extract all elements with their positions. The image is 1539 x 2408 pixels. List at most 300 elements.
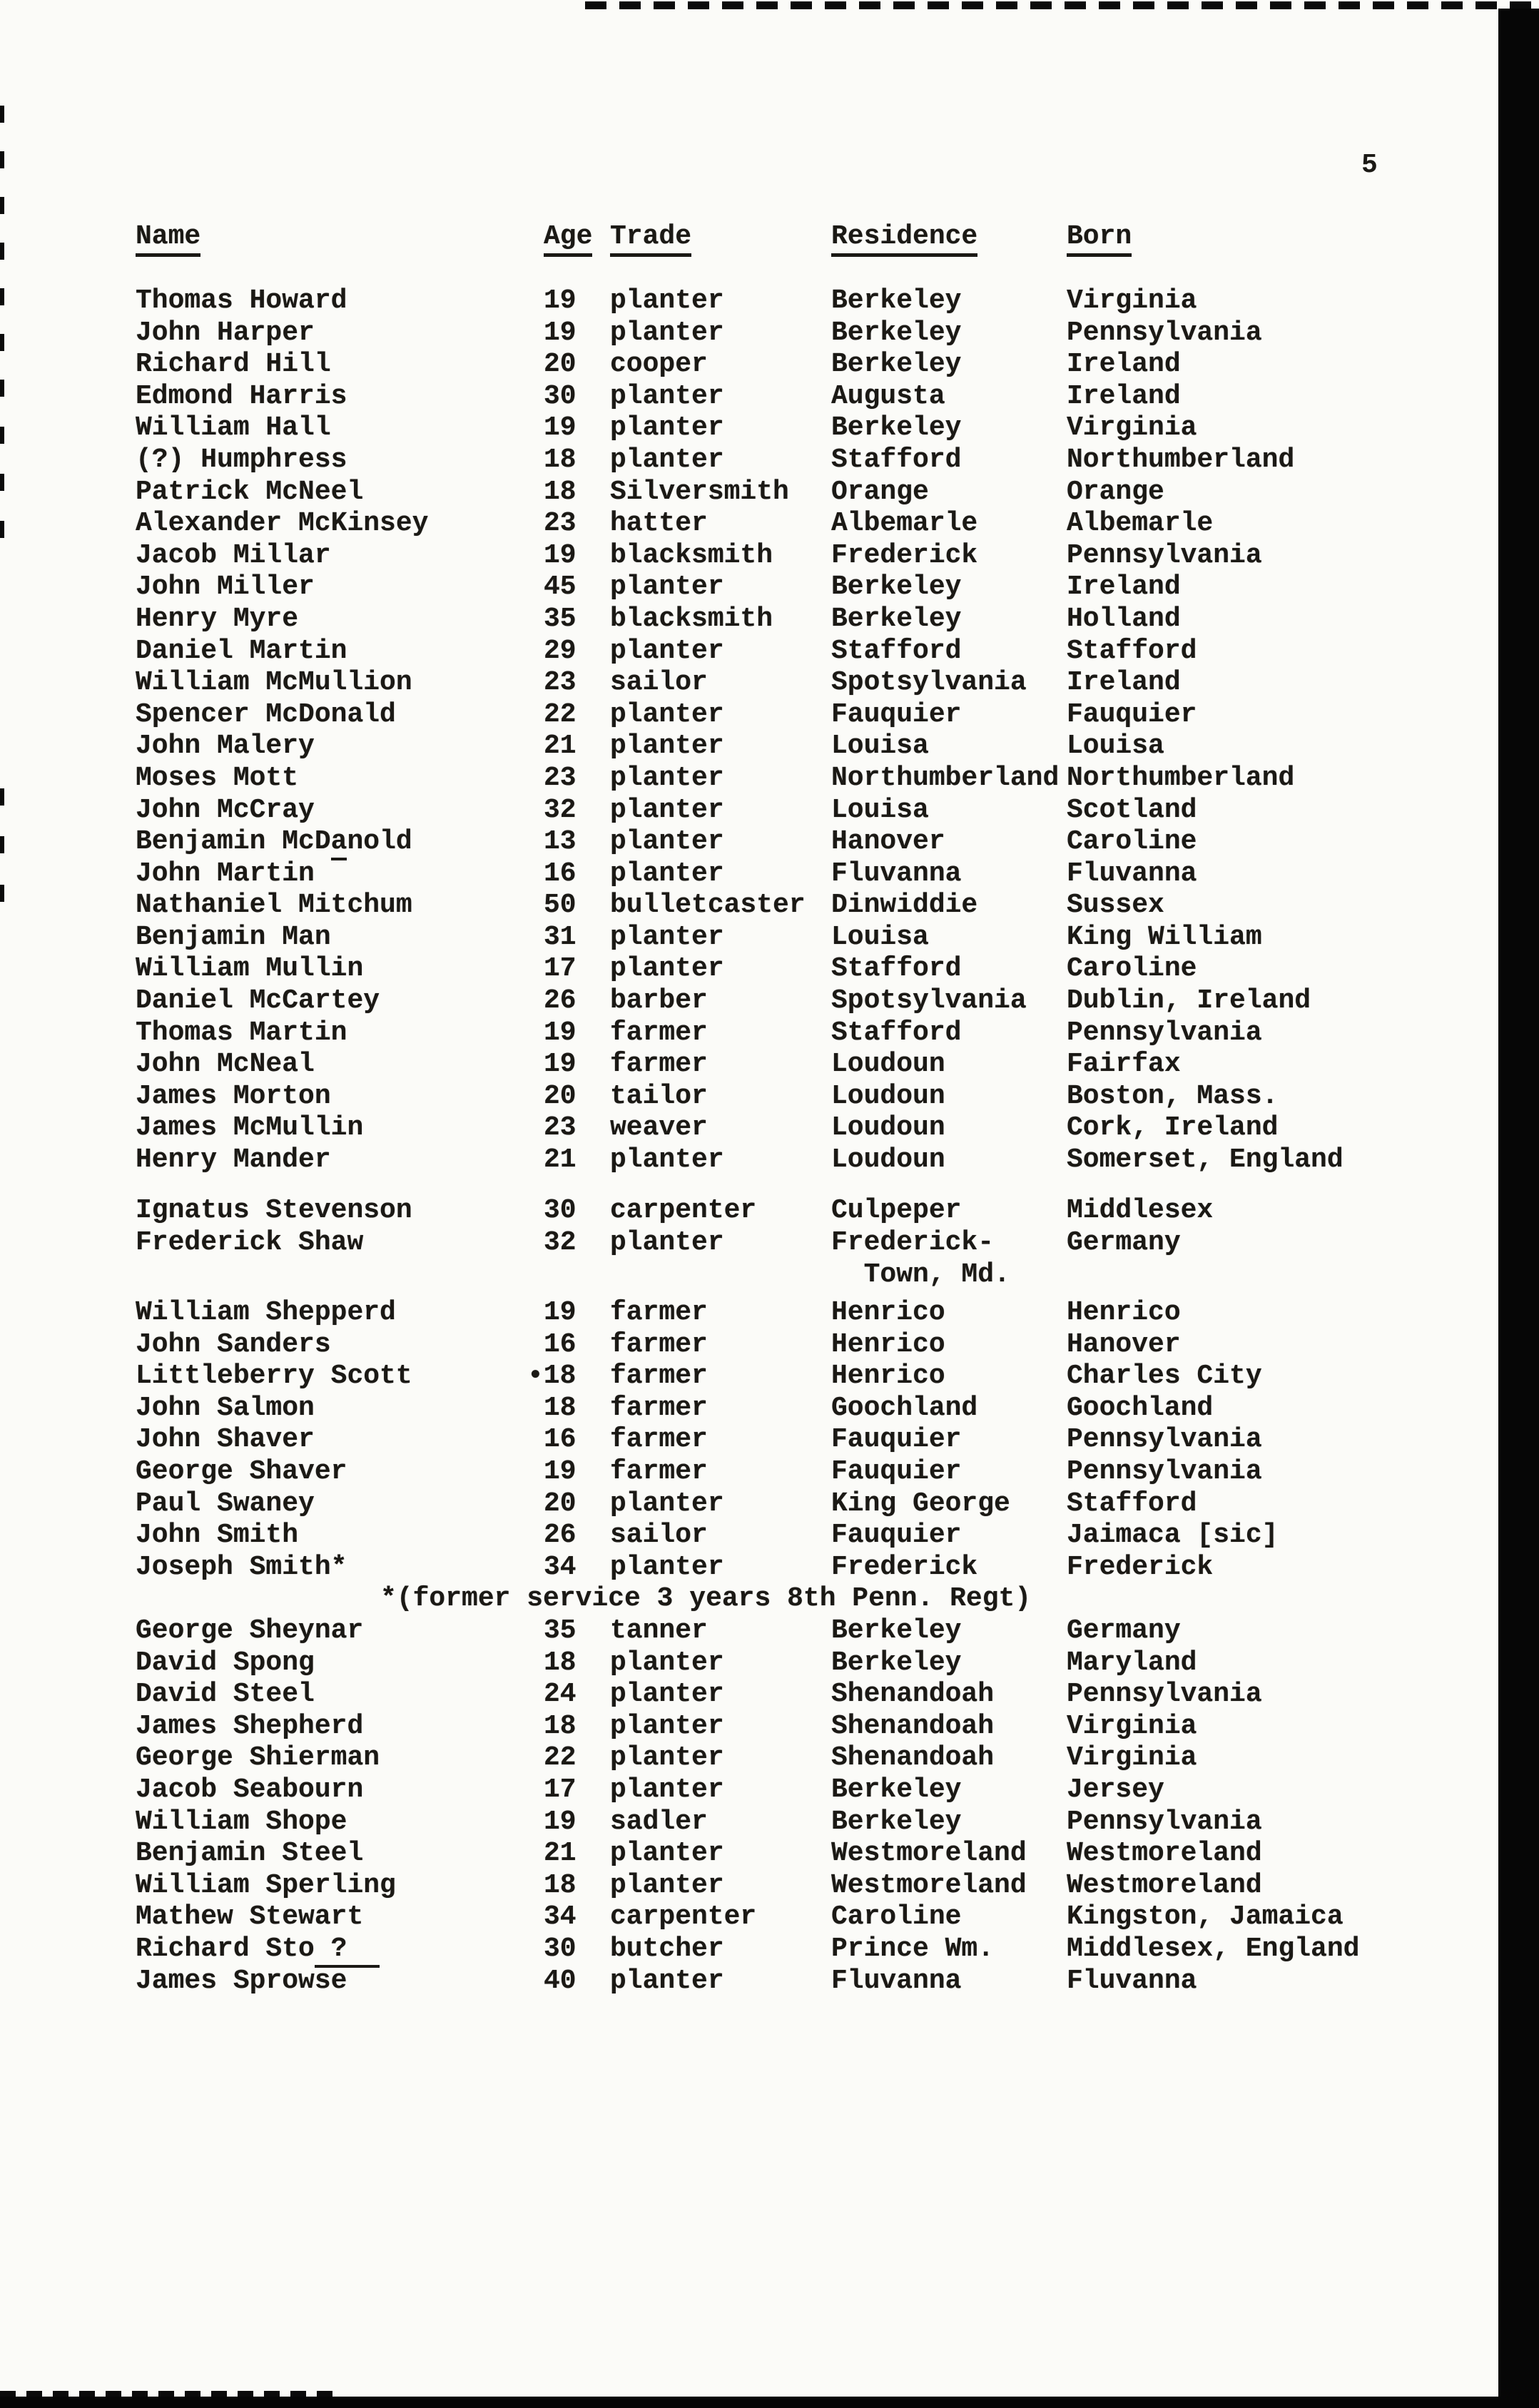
born-cell: Middlesex, England bbox=[1067, 1933, 1360, 1964]
born-cell: Holland bbox=[1067, 603, 1181, 634]
age-cell: 23 bbox=[544, 1112, 577, 1144]
column-header-residence: Residence bbox=[831, 223, 1067, 257]
table-row bbox=[136, 1647, 1477, 1680]
born-cell: Albemarle bbox=[1067, 508, 1214, 539]
age-cell: 19 bbox=[544, 1806, 577, 1837]
trade-cell: bulletcaster bbox=[610, 890, 806, 921]
born-cell: Ireland bbox=[1067, 571, 1181, 603]
name-cell: Littleberry Scott bbox=[136, 1361, 412, 1392]
age-cell: 32 bbox=[544, 794, 577, 825]
born-cell: Boston, Mass. bbox=[1067, 1080, 1279, 1112]
born-cell: Virginia bbox=[1067, 412, 1197, 444]
table-row bbox=[136, 412, 1477, 444]
born-cell: Cork, Ireland bbox=[1067, 1112, 1279, 1144]
table-row bbox=[136, 890, 1477, 922]
name-cell: Patrick McNeel bbox=[136, 476, 364, 507]
residence-cell: Spotsylvania bbox=[831, 985, 1027, 1017]
age-cell: 19 bbox=[544, 1017, 577, 1048]
name-cell: Thomas Howard bbox=[136, 285, 347, 316]
age-cell: 19 bbox=[544, 1297, 577, 1329]
age-cell: 20 bbox=[544, 1080, 577, 1112]
born-cell: Jaimaca [sic] bbox=[1067, 1520, 1279, 1551]
residence-cell: Fauquier bbox=[831, 1520, 962, 1551]
trade-cell: planter bbox=[610, 380, 724, 412]
residence-cell: Berkeley bbox=[831, 285, 962, 316]
age-cell: 19 bbox=[544, 1049, 577, 1080]
residence-cell: King George bbox=[831, 1488, 1010, 1519]
born-cell: Pennsylvania bbox=[1067, 1456, 1262, 1488]
age-cell: •18 bbox=[527, 1361, 577, 1392]
trade-cell: planter bbox=[610, 1869, 724, 1901]
residence-cell: Loudoun bbox=[831, 1080, 945, 1112]
age-cell: 17 bbox=[544, 1774, 577, 1805]
residence-cell: Augusta bbox=[831, 380, 945, 412]
name-cell: Daniel McCartey bbox=[136, 985, 380, 1017]
table-row bbox=[136, 826, 1477, 858]
name-cell: John Miller bbox=[136, 571, 315, 603]
residence-cell: Westmoreland bbox=[831, 1838, 1027, 1869]
residence-cell: Shenandoah bbox=[831, 1710, 995, 1742]
born-cell: Westmoreland bbox=[1067, 1869, 1262, 1901]
residence-cell: Loudoun bbox=[831, 1112, 945, 1144]
residence-cell: Berkeley bbox=[831, 1806, 962, 1837]
table-row bbox=[136, 763, 1477, 795]
name-cell: John Salmon bbox=[136, 1392, 315, 1423]
residence-cell: Berkeley bbox=[831, 1615, 962, 1646]
table-row bbox=[136, 1017, 1477, 1050]
name-cell: David Steel bbox=[136, 1679, 315, 1710]
born-cell: Jersey bbox=[1067, 1774, 1164, 1805]
trade-cell: planter bbox=[610, 698, 724, 730]
age-cell bbox=[544, 1259, 610, 1291]
born-cell: Westmoreland bbox=[1067, 1838, 1262, 1869]
table-row bbox=[136, 1552, 1477, 1584]
trade-cell: planter bbox=[610, 826, 724, 858]
trade-cell: farmer bbox=[610, 1297, 708, 1329]
age-cell: 34 bbox=[544, 1551, 577, 1583]
age-cell: 22 bbox=[544, 1742, 577, 1774]
born-cell: Stafford bbox=[1067, 1488, 1197, 1519]
trade-cell: farmer bbox=[610, 1361, 708, 1392]
residence-cell: Fluvanna bbox=[831, 858, 962, 889]
table-row bbox=[136, 1227, 1477, 1259]
born-cell: Northumberland bbox=[1067, 762, 1295, 793]
born-cell: Virginia bbox=[1067, 1710, 1197, 1742]
name-cell: Richard Sto ? bbox=[136, 1934, 544, 1966]
born-cell: Goochland bbox=[1067, 1392, 1214, 1423]
trade-cell: planter bbox=[610, 1144, 724, 1176]
age-cell: 16 bbox=[544, 1329, 577, 1360]
born-cell: Pennsylvania bbox=[1067, 1424, 1262, 1456]
age-cell: 19 bbox=[544, 412, 577, 444]
name-cell: Ignatus Stevenson bbox=[136, 1195, 412, 1226]
name-cell: Benjamin Man bbox=[136, 921, 331, 952]
name-cell: James Sprowse bbox=[136, 1965, 347, 1996]
name-cell: John Smith bbox=[136, 1520, 299, 1551]
residence-cell: Caroline bbox=[831, 1901, 962, 1933]
residence-cell: Berkeley bbox=[831, 317, 962, 348]
born-cell: Fluvanna bbox=[1067, 1965, 1197, 1996]
trade-cell: planter bbox=[610, 1647, 724, 1678]
born-cell: Maryland bbox=[1067, 1647, 1197, 1678]
trade-cell: carpenter bbox=[610, 1195, 757, 1226]
age-cell: 20 bbox=[544, 349, 577, 380]
table-row bbox=[136, 1679, 1477, 1711]
trade-cell: sadler bbox=[610, 1806, 708, 1837]
table-row bbox=[136, 1259, 1477, 1291]
trade-cell: planter bbox=[610, 731, 724, 762]
age-cell: 30 bbox=[544, 1933, 577, 1964]
age-cell: 19 bbox=[544, 539, 577, 571]
born-cell: Henrico bbox=[1067, 1297, 1181, 1329]
residence-cell: Frederick bbox=[831, 1551, 978, 1583]
name-cell: George Shaver bbox=[136, 1456, 347, 1488]
residence-cell: Louisa bbox=[831, 794, 929, 825]
table-row bbox=[136, 1049, 1477, 1081]
born-cell: Pennsylvania bbox=[1067, 1806, 1262, 1837]
residence-cell: Fauquier bbox=[831, 698, 962, 730]
residence-cell: Town, Md. bbox=[831, 1259, 1010, 1290]
age-cell: 19 bbox=[544, 317, 577, 348]
table-row bbox=[136, 349, 1477, 381]
residence-cell: Stafford bbox=[831, 953, 962, 985]
trade-cell: hatter bbox=[610, 508, 708, 539]
table-row bbox=[136, 858, 1477, 890]
trade-cell: planter bbox=[610, 1551, 724, 1583]
trade-cell: planter bbox=[610, 1742, 724, 1774]
born-cell: Pennsylvania bbox=[1067, 539, 1262, 571]
residence-cell: Henrico bbox=[831, 1361, 945, 1392]
born-cell: Virginia bbox=[1067, 1742, 1197, 1774]
name-cell: David Spong bbox=[136, 1647, 315, 1678]
name-cell: Alexander McKinsey bbox=[136, 508, 429, 539]
table-row bbox=[136, 508, 1477, 540]
name-cell: Jacob Seabourn bbox=[136, 1774, 364, 1805]
born-cell: Virginia bbox=[1067, 285, 1197, 316]
name-cell: John Shaver bbox=[136, 1424, 315, 1456]
name-cell: William Hall bbox=[136, 412, 331, 444]
name-cell: James McMullin bbox=[136, 1112, 364, 1144]
name-cell: George Shierman bbox=[136, 1742, 380, 1774]
born-cell: Louisa bbox=[1067, 731, 1164, 762]
name-cell: James Morton bbox=[136, 1080, 331, 1112]
age-cell: 31 bbox=[544, 921, 577, 952]
residence-cell: Stafford bbox=[831, 1017, 962, 1048]
table-row bbox=[136, 1393, 1477, 1425]
table-row bbox=[136, 1424, 1477, 1456]
trade-cell: planter bbox=[610, 953, 724, 985]
table-row bbox=[136, 1870, 1477, 1902]
age-cell: 18 bbox=[544, 476, 577, 507]
born-cell: Stafford bbox=[1067, 635, 1197, 666]
trade-cell: farmer bbox=[610, 1456, 708, 1488]
residence-cell: Loudoun bbox=[831, 1144, 945, 1176]
table-row bbox=[136, 1966, 1477, 1998]
trade-cell: tanner bbox=[610, 1615, 708, 1646]
column-header-born: Born bbox=[1067, 223, 1477, 257]
residence-cell: Northumberland bbox=[831, 762, 1060, 793]
name-cell: John Martin bbox=[136, 858, 315, 889]
table-row bbox=[136, 477, 1477, 509]
table-rows bbox=[136, 285, 1477, 1997]
trade-cell: planter bbox=[610, 571, 724, 603]
residence-cell: Henrico bbox=[831, 1329, 945, 1360]
trade-cell: planter bbox=[610, 412, 724, 444]
age-cell: 21 bbox=[544, 1144, 577, 1176]
column-header-name: Name bbox=[136, 223, 544, 257]
trade-cell: planter bbox=[610, 1965, 724, 1996]
residence-cell: Fluvanna bbox=[831, 1965, 962, 1996]
residence-cell: Louisa bbox=[831, 921, 929, 952]
scan-edge-dashes-top bbox=[585, 1, 1539, 9]
name-cell: Mathew Stewart bbox=[136, 1901, 364, 1933]
trade-cell: planter bbox=[610, 794, 724, 825]
name-cell: Thomas Martin bbox=[136, 1017, 347, 1048]
trade-cell: planter bbox=[610, 762, 724, 793]
table-row bbox=[136, 1934, 1477, 1966]
table-row bbox=[136, 1361, 1477, 1393]
residence-cell: Albemarle bbox=[831, 508, 978, 539]
trade-cell: planter bbox=[610, 1226, 724, 1258]
trade-cell: planter bbox=[610, 858, 724, 889]
trade-cell: planter bbox=[610, 285, 724, 316]
trade-cell: butcher bbox=[610, 1933, 724, 1964]
table-row bbox=[136, 1081, 1477, 1113]
born-cell: Fairfax bbox=[1067, 1049, 1181, 1080]
born-cell: King William bbox=[1067, 921, 1262, 952]
residence-cell: Shenandoah bbox=[831, 1742, 995, 1774]
name-cell: John Harper bbox=[136, 317, 315, 348]
table-row bbox=[136, 1297, 1477, 1329]
name-cell: William Shope bbox=[136, 1806, 347, 1837]
table-row bbox=[136, 571, 1477, 604]
table-row bbox=[136, 540, 1477, 572]
age-cell: 18 bbox=[544, 1392, 577, 1423]
residence-cell: Stafford bbox=[831, 635, 962, 666]
table-row bbox=[136, 1488, 1477, 1520]
name-cell: Nathaniel Mitchum bbox=[136, 890, 412, 921]
residence-cell: Louisa bbox=[831, 731, 929, 762]
trade-cell: barber bbox=[610, 985, 708, 1017]
residence-cell: Fauquier bbox=[831, 1424, 962, 1456]
age-cell: 29 bbox=[544, 635, 577, 666]
trade-cell: farmer bbox=[610, 1329, 708, 1360]
born-cell: Pennsylvania bbox=[1067, 1017, 1262, 1048]
table-row bbox=[136, 922, 1477, 954]
trade-cell: sailor bbox=[610, 1520, 708, 1551]
trade-cell: cooper bbox=[610, 349, 708, 380]
residence-cell: Berkeley bbox=[831, 1774, 962, 1805]
trade-cell: weaver bbox=[610, 1112, 708, 1144]
trade-cell: planter bbox=[610, 1774, 724, 1805]
table-row bbox=[136, 985, 1477, 1017]
residence-cell: Culpeper bbox=[831, 1195, 962, 1226]
born-cell: Fluvanna bbox=[1067, 858, 1197, 889]
trade-cell: Silversmith bbox=[610, 476, 789, 507]
born-cell: Ireland bbox=[1067, 380, 1181, 412]
born-cell: Frederick bbox=[1067, 1551, 1214, 1583]
table-row bbox=[136, 444, 1477, 477]
name-cell: (?) Humphress bbox=[136, 444, 347, 475]
born-cell: Hanover bbox=[1067, 1329, 1181, 1360]
table-row bbox=[136, 1144, 1477, 1177]
name-cell: William Shepperd bbox=[136, 1297, 396, 1329]
trade-cell: carpenter bbox=[610, 1901, 757, 1933]
born-cell: Charles City bbox=[1067, 1361, 1262, 1392]
residence-cell: Prince Wm. bbox=[831, 1933, 995, 1964]
age-cell: 21 bbox=[544, 1838, 577, 1869]
table-row bbox=[136, 317, 1477, 350]
born-cell: Dublin, Ireland bbox=[1067, 985, 1311, 1017]
age-cell: 18 bbox=[544, 444, 577, 475]
table-row bbox=[136, 1807, 1477, 1839]
residence-cell: Dinwiddie bbox=[831, 890, 978, 921]
name-cell: George Sheynar bbox=[136, 1615, 364, 1646]
age-cell: 30 bbox=[544, 380, 577, 412]
name-cell: John McNeal bbox=[136, 1049, 315, 1080]
born-cell: Ireland bbox=[1067, 667, 1181, 698]
trade-cell bbox=[610, 1259, 831, 1291]
name-cell: Edmond Harris bbox=[136, 380, 347, 412]
residence-cell: Frederick bbox=[831, 539, 978, 571]
table-header-row bbox=[136, 223, 1477, 257]
name-cell: Richard Hill bbox=[136, 349, 331, 380]
age-cell: 16 bbox=[544, 1424, 577, 1456]
born-cell: Scotland bbox=[1067, 794, 1197, 825]
name-cell: Benjamin McDanold bbox=[136, 826, 544, 858]
age-cell: 50 bbox=[544, 890, 577, 921]
name-cell: Paul Swaney bbox=[136, 1488, 315, 1519]
table-row bbox=[136, 795, 1477, 827]
footnote-text: *(former service 3 years 8th Penn. Regt) bbox=[380, 1583, 1032, 1615]
trade-cell: blacksmith bbox=[610, 603, 773, 634]
residence-cell: Spotsylvania bbox=[831, 667, 1027, 698]
born-cell: Ireland bbox=[1067, 349, 1181, 380]
name-cell: James Shepherd bbox=[136, 1710, 364, 1742]
age-cell: 23 bbox=[544, 508, 577, 539]
table-row bbox=[136, 953, 1477, 985]
table-row bbox=[136, 1112, 1477, 1144]
residence-cell: Berkeley bbox=[831, 603, 962, 634]
name-cell: William Mullin bbox=[136, 953, 364, 985]
born-cell: Germany bbox=[1067, 1615, 1181, 1646]
trade-cell: planter bbox=[610, 1710, 724, 1742]
column-header-age: Age bbox=[544, 223, 610, 257]
residence-cell: Berkeley bbox=[831, 571, 962, 603]
residence-cell: Berkeley bbox=[831, 1647, 962, 1678]
muster-roll-table bbox=[136, 223, 1477, 1997]
age-cell: 30 bbox=[544, 1195, 577, 1226]
table-row bbox=[136, 381, 1477, 413]
trade-cell: farmer bbox=[610, 1017, 708, 1048]
name-cell: Henry Myre bbox=[136, 603, 299, 634]
trade-cell: planter bbox=[610, 921, 724, 952]
scan-edge-band-right bbox=[1498, 9, 1539, 2408]
trade-cell: farmer bbox=[610, 1049, 708, 1080]
residence-cell: Shenandoah bbox=[831, 1679, 995, 1710]
trade-cell: tailor bbox=[610, 1080, 708, 1112]
age-cell: 34 bbox=[544, 1901, 577, 1933]
name-cell: Jacob Millar bbox=[136, 539, 331, 571]
age-cell: 23 bbox=[544, 667, 577, 698]
trade-cell: planter bbox=[610, 1679, 724, 1710]
name-cell: Joseph Smith* bbox=[136, 1551, 347, 1583]
residence-cell: Berkeley bbox=[831, 349, 962, 380]
residence-cell: Orange bbox=[831, 476, 929, 507]
age-cell: 24 bbox=[544, 1679, 577, 1710]
born-cell: Northumberland bbox=[1067, 444, 1295, 475]
table-row bbox=[136, 1520, 1477, 1552]
born-cell: Orange bbox=[1067, 476, 1164, 507]
name-cell: Moses Mott bbox=[136, 762, 299, 793]
age-cell: 35 bbox=[544, 603, 577, 634]
table-row bbox=[136, 699, 1477, 731]
table-row bbox=[136, 1615, 1477, 1647]
age-cell: 22 bbox=[544, 698, 577, 730]
name-cell bbox=[136, 1259, 544, 1291]
born-cell: Pennsylvania bbox=[1067, 317, 1262, 348]
age-cell: 23 bbox=[544, 762, 577, 793]
residence-cell: Hanover bbox=[831, 826, 945, 858]
born-cell: Somerset, England bbox=[1067, 1144, 1344, 1176]
age-cell: 26 bbox=[544, 985, 577, 1017]
age-cell: 26 bbox=[544, 1520, 577, 1551]
born-cell bbox=[1067, 1259, 1477, 1291]
residence-cell: Berkeley bbox=[831, 412, 962, 444]
footnote-row bbox=[136, 1583, 1477, 1615]
age-cell: 32 bbox=[544, 1226, 577, 1258]
name-cell: William McMullion bbox=[136, 667, 412, 698]
age-cell: 16 bbox=[544, 858, 577, 889]
name-cell: Daniel Martin bbox=[136, 635, 347, 666]
table-row bbox=[136, 1838, 1477, 1870]
table-row bbox=[136, 1711, 1477, 1743]
age-cell: 21 bbox=[544, 731, 577, 762]
table-row bbox=[136, 667, 1477, 699]
page-number: 5 bbox=[1361, 150, 1378, 181]
age-cell: 18 bbox=[544, 1710, 577, 1742]
table-row bbox=[136, 1901, 1477, 1934]
table-row bbox=[136, 731, 1477, 763]
name-cell: John Malery bbox=[136, 731, 315, 762]
trade-cell: planter bbox=[610, 317, 724, 348]
born-cell: Pennsylvania bbox=[1067, 1679, 1262, 1710]
born-cell: Middlesex bbox=[1067, 1195, 1214, 1226]
name-cell: Benjamin Steel bbox=[136, 1838, 364, 1869]
table-row bbox=[136, 1195, 1477, 1227]
born-cell: Caroline bbox=[1067, 826, 1197, 858]
age-cell: 18 bbox=[544, 1869, 577, 1901]
age-cell: 17 bbox=[544, 953, 577, 985]
trade-cell: planter bbox=[610, 1838, 724, 1869]
age-cell: 45 bbox=[544, 571, 577, 603]
name-cell: Spencer McDonald bbox=[136, 698, 396, 730]
column-header-trade: Trade bbox=[610, 223, 831, 257]
age-cell: 19 bbox=[544, 1456, 577, 1488]
age-cell: 40 bbox=[544, 1965, 577, 1996]
trade-cell: planter bbox=[610, 444, 724, 475]
trade-cell: planter bbox=[610, 635, 724, 666]
table-row bbox=[136, 285, 1477, 317]
residence-cell: Fauquier bbox=[831, 1456, 962, 1488]
residence-cell: Westmoreland bbox=[831, 1869, 1027, 1901]
table-row bbox=[136, 1774, 1477, 1807]
born-cell: Caroline bbox=[1067, 953, 1197, 985]
age-cell: 19 bbox=[544, 285, 577, 316]
residence-cell: Goochland bbox=[831, 1392, 978, 1423]
residence-cell: Loudoun bbox=[831, 1049, 945, 1080]
table-row bbox=[136, 636, 1477, 668]
